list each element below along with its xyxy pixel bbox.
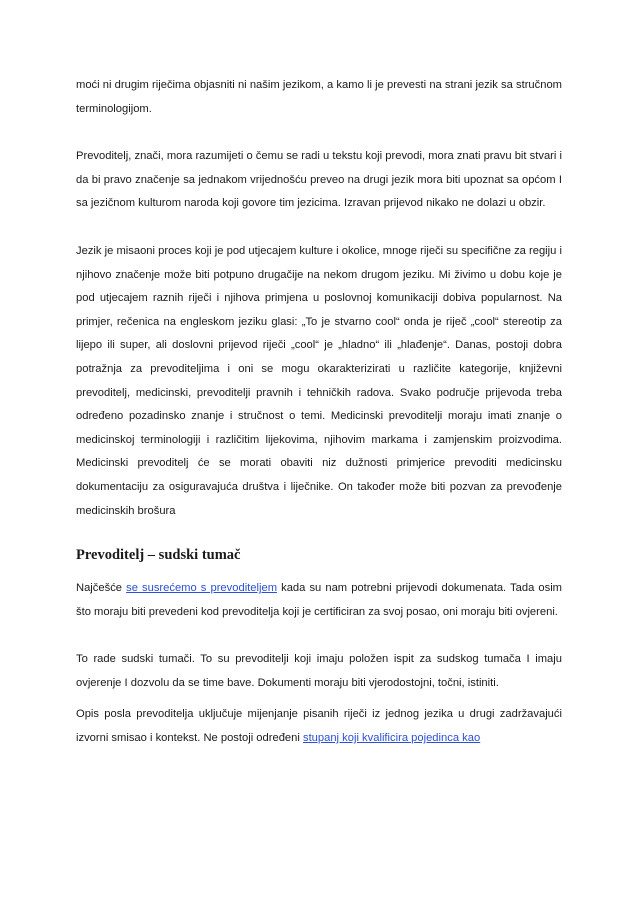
paragraph-language-culture: Jezik je misaoni proces koji je pod utjecajem kulture i okolice, mnoge riječi su specifične za regiju i njihovo značenje može biti potpuno drugačije na nekom drugom jeziku. Mi živimo u dobu koje je pod utjecajem raznih riječi i njihova primjena u poslovnoj komunikaciji dobiva popularnost. Na primjer, rečenica na engleskom jeziku glasi: „To je stvarno cool“ onda je riječ „cool“ stereotip za lijepo ili super, ali doslovni prijevod riječi „cool“ je „hladno“ ili „hlađenje“. Danas, postoji dobra potražnja za prevoditeljima i oni se mogu okarakterizirati u različite kategorije, književni prevoditelj, medicinski, prevoditelji pravnih i tehničkih radova. Svako područje prijevoda treba određeno pozadinsko znanje i stručnost o temi. Medicinski prevoditelji moraju imati znanje o medicinskoj terminologiji i različitim lijekovima, njihovim markama i zamjenskim proizvodima. Medicinski prevoditelj će se morati obaviti niz dužnosti primjerice prevoditi medicinsku dokumentaciju za osiguravajuća društva i liječnike. On također može biti pozvan za prevođenje medicinskih brošura: [76, 244, 562, 517]
paragraph-job-description-text: Opis posla prevoditelja uključuje mijenjanje pisanih riječi iz jednog jezika u drugi zadržavajući izvorni smisao i kontekst. Ne postoji određeni: [76, 708, 562, 745]
paragraph-documents: [76, 577, 562, 624]
paragraph-court-interpreters: To rade sudski tumači. To su prevoditelji koji imaju položen ispit za sudskog tumača I imaju ovjerenje I dozvolu da se time bave. Dokumenti moraju biti vjerodostojni, točni, istiniti.: [76, 653, 562, 689]
paragraph-translator-understanding: Prevoditelj, znači, mora razumijeti o čemu se radi u tekstu koji prevodi, mora znati pravu bit stvari i da bi pravo značenje sa jednakom vrijednošću preveo na drugi jezik mora biti upoznat sa općom I sa jezičnom kulturom naroda koji govore tim jezicima. Izravan prijevod nikako ne dolazi u obzir.: [76, 150, 562, 210]
paragraph-documents-text-end: kada su nam potrebni prijevodi dokumenata. Tada osim što moraju biti prevedeni kod prevoditelja koji je certificiran za svoj posao, oni moraju biti ovjereni.: [76, 582, 563, 618]
link-qualification-degree[interactable]: stupanj koji kvalificira pojedinca kao: [302, 732, 481, 745]
document-page: [76, 74, 562, 751]
paragraph-intro-continuation: moći ni drugim riječima objasniti ni našim jezikom, a kamo li je prevesti na strani jezik sa stručnom terminologijom.: [76, 79, 562, 115]
paragraph-job-description: [76, 703, 562, 750]
link-meet-translator[interactable]: se susrećemo s prevoditeljem: [126, 582, 278, 595]
section-heading: Prevoditelj – sudski tumač: [76, 547, 241, 564]
paragraph-documents-text-start: Najčešće: [76, 582, 127, 595]
